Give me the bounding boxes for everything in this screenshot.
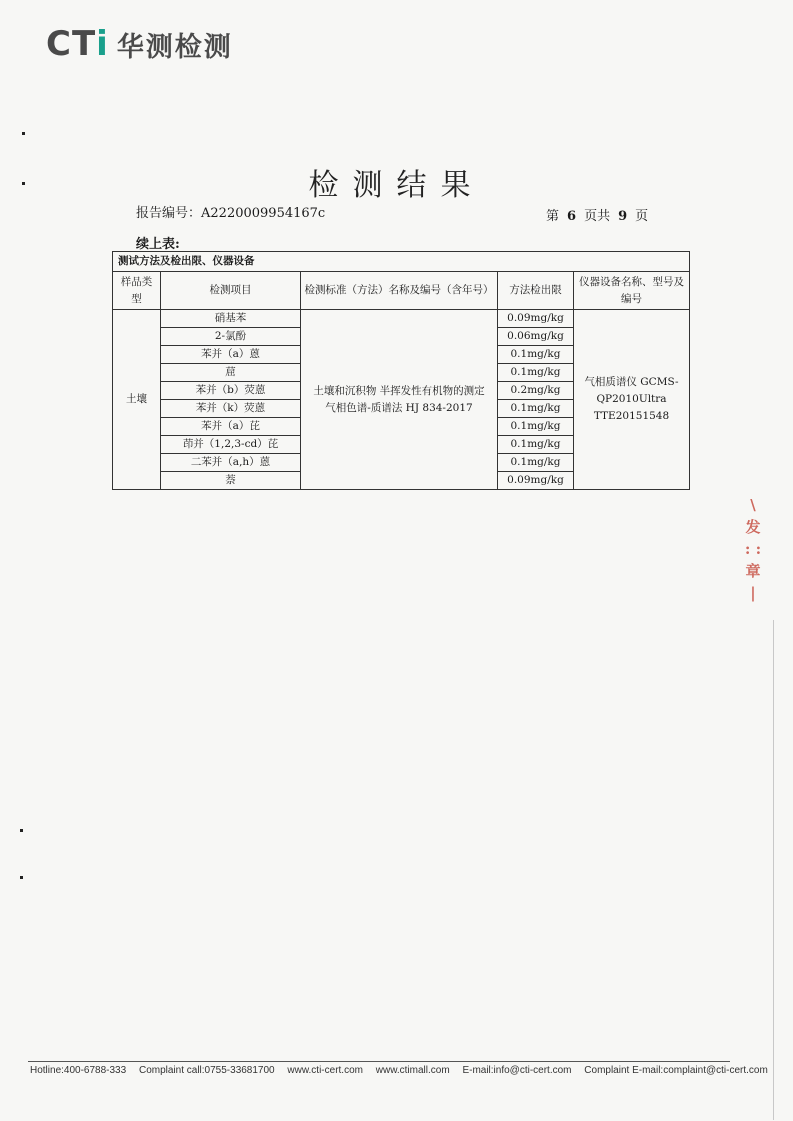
page-title: 检测结果 xyxy=(308,168,485,203)
header-sample-type: 样品类型 xyxy=(113,272,161,310)
continued-label: 续上表: xyxy=(136,237,180,252)
seal-stamp-fragment: \ 发 : : 章 | xyxy=(744,496,762,602)
item-cell: 茚并（1,2,3-cd）芘 xyxy=(161,436,301,454)
footer xyxy=(30,1065,768,1076)
scan-mark xyxy=(22,132,25,135)
limit-cell: 0.1mg/kg xyxy=(498,454,574,472)
item-cell: 2-氯酚 xyxy=(161,328,301,346)
header-detection-limit: 方法检出限 xyxy=(498,272,574,310)
footer-website-2: www.ctimall.com xyxy=(375,1065,450,1076)
item-cell: 苯并（a）芘 xyxy=(161,418,301,436)
footer-complaint-email: Complaint E-mail:complaint@cti-cert.com xyxy=(584,1065,768,1076)
report-number xyxy=(136,202,325,221)
logo-chinese-name: 华测检测 xyxy=(116,31,233,63)
item-cell: 苯并（b）荧蒽 xyxy=(161,382,301,400)
footer-divider xyxy=(28,1061,730,1062)
item-cell: 二苯并（a,h）蒽 xyxy=(161,454,301,472)
header-item: 检测项目 xyxy=(161,272,301,310)
results-table xyxy=(112,251,690,490)
item-cell: 䓛 xyxy=(161,364,301,382)
scan-mark xyxy=(20,876,23,879)
logo-cti-wordmark: CTi xyxy=(46,24,109,64)
limit-cell: 0.1mg/kg xyxy=(498,418,574,436)
scan-mark xyxy=(20,829,23,832)
footer-website-1: www.cti-cert.com xyxy=(287,1065,363,1076)
limit-cell: 0.1mg/kg xyxy=(498,346,574,364)
item-cell: 萘 xyxy=(161,472,301,490)
limit-cell: 0.2mg/kg xyxy=(498,382,574,400)
header-standard: 检测标准（方法）名称及编号（含年号） xyxy=(301,272,498,310)
header-instrument: 仪器设备名称、型号及编号 xyxy=(574,272,690,310)
section-title: 测试方法及检出限、仪器设备 xyxy=(113,252,690,272)
item-cell: 苯并（k）荧蒽 xyxy=(161,400,301,418)
table-row xyxy=(113,310,690,328)
report-number-label: 报告编号： xyxy=(136,206,202,221)
standard-cell: 土壤和沉积物 半挥发性有机物的测定 气相色谱-质谱法 HJ 834-2017 xyxy=(301,310,498,490)
item-cell: 苯并（a）蒽 xyxy=(161,346,301,364)
page-edge xyxy=(773,620,774,1120)
current-page: 6 xyxy=(567,209,577,224)
footer-hotline: Hotline:400-6788-333 xyxy=(30,1065,127,1076)
company-logo xyxy=(46,24,233,64)
limit-cell: 0.1mg/kg xyxy=(498,364,574,382)
sample-type-cell: 土壤 xyxy=(113,310,161,490)
limit-cell: 0.1mg/kg xyxy=(498,400,574,418)
item-cell: 硝基苯 xyxy=(161,310,301,328)
limit-cell: 0.09mg/kg xyxy=(498,472,574,490)
limit-cell: 0.06mg/kg xyxy=(498,328,574,346)
footer-complaint-call: Complaint call:0755-33681700 xyxy=(138,1065,275,1076)
footer-email: E-mail:info@cti-cert.com xyxy=(462,1065,572,1076)
instrument-cell: 气相质谱仪 GCMS- QP2010Ultra TTE20151548 xyxy=(574,310,690,490)
total-pages: 9 xyxy=(618,209,628,224)
limit-cell: 0.1mg/kg xyxy=(498,436,574,454)
page-indicator: 第 6 页共 9 页 xyxy=(546,209,649,224)
limit-cell: 0.09mg/kg xyxy=(498,310,574,328)
report-number-value: A2220009954167c xyxy=(201,206,326,221)
